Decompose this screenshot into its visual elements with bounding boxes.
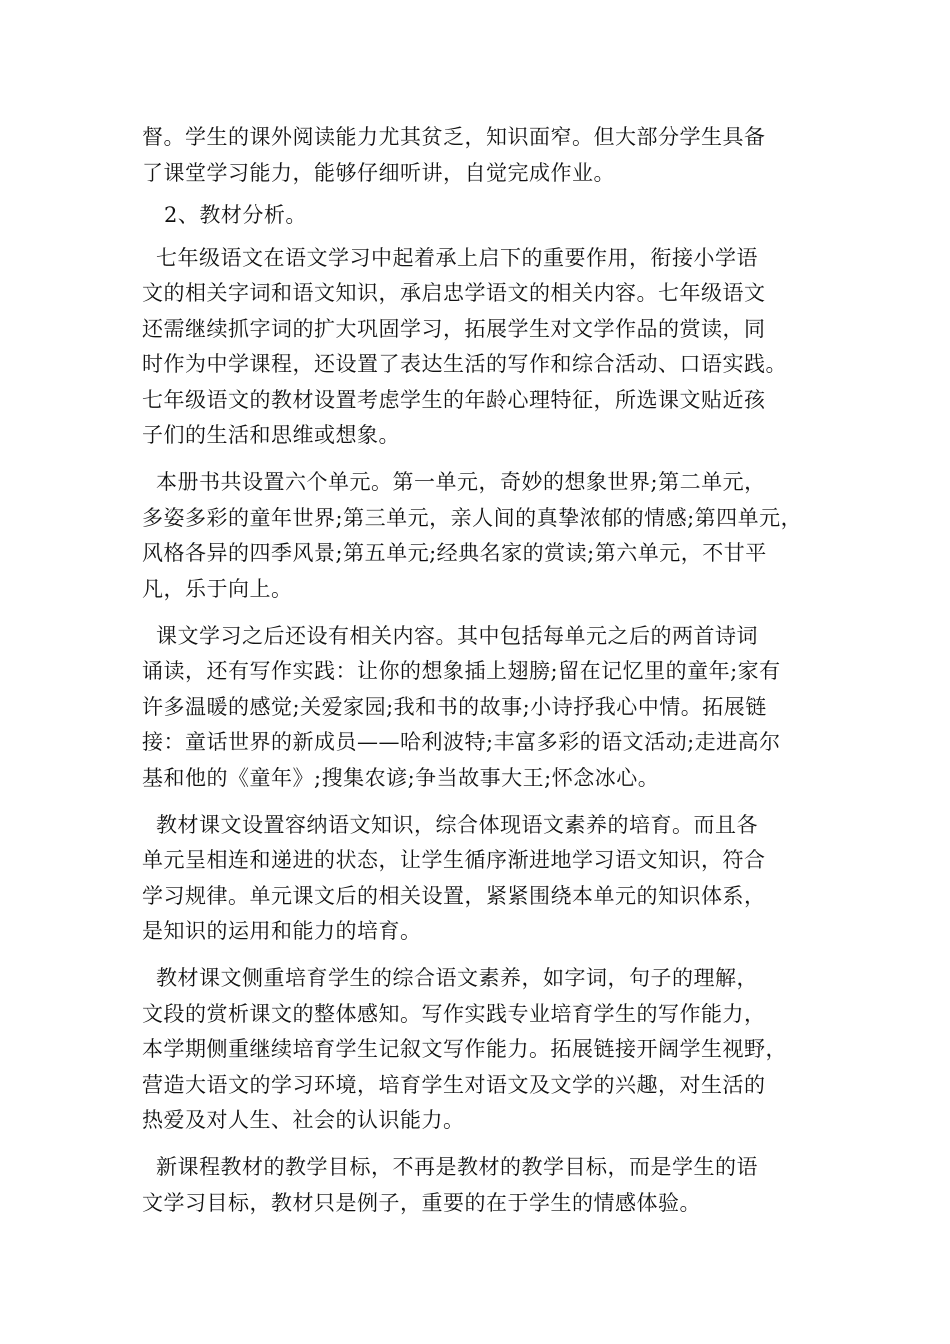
paragraph-teaching-goals: 新课程教材的教学目标，不再是教材的教学目标，而是学生的语 文学习目标，教材只是例子，重要的在于学生的情感体验。 xyxy=(142,1155,758,1215)
paragraph-language-knowledge: 教材课文设置容纳语文知识，综合体现语文素养的培育。而且各 单元呈相连和递进的状态，让学生循序渐进地学习语文知识，符合 学习规律。单元课文后的相关设置，紧紧围绕本单元的知识体系， 是知识的运用和能力的培育。 xyxy=(142,812,766,943)
paragraph-grade7-overview: 七年级语文在语文学习中起着承上启下的重要作用，衔接小学语 文的相关字词和语文知识，承启忠学语文的相关内容。七年级语文 还需继续抓字词的扩大巩固学习，拓展学生对文学作品的赏读，同 时作为中学课程，还设置了表达生活的写作和综合活动、口语实践。 七年级语文的教材设置考虑学生的年龄心理特征，所选课文贴近孩 子们的生活和思维或想象。 xyxy=(142,245,787,447)
section-heading-textbook-analysis: 2、教材分析。 xyxy=(164,203,307,227)
paragraph-related-content: 课文学习之后还设有相关内容。其中包括每单元之后的两首诗词 诵读，还有写作实践：让你的想象插上翅膀;留在记忆里的童年;家有 许多温暖的感觉;关爱家园;我和书的故事;小诗抒我心中情。拓展链 接：童话世界的新成员——哈利波特;丰富多彩的语文活动;走进高尔 基和他的《童年》;搜集农谚;争当故事大王;怀念冰心。 xyxy=(142,623,781,790)
paragraph-literacy-focus: 教材课文侧重培育学生的综合语文素养，如字词，句子的理解， 文段的赏析课文的整体感知。写作实践专业培育学生的写作能力， 本学期侧重继续培育学生记叙文写作能力。拓展链接开阔学生视野， 营造大语文的学习环境，培育学生对语文及文学的兴趣，对生活的 热爱及对人生、社会的认识能力。 xyxy=(142,966,787,1132)
paragraph-student-situation: 督。学生的课外阅读能力尤其贫乏，知识面窄。但大部分学生具备 了课堂学习能力，能够仔细听讲，自觉完成作业。 xyxy=(142,125,766,185)
document-body xyxy=(142,120,822,1233)
paragraph-units: 本册书共设置六个单元。第一单元，奇妙的想象世界;第二单元， 多姿多彩的童年世界;第三单元，亲人间的真挚浓郁的情感;第四单元， 风格各异的四季风景;第五单元;经典名家的赏读;第六单元，不甘平 凡，乐于向上。 xyxy=(142,470,803,601)
